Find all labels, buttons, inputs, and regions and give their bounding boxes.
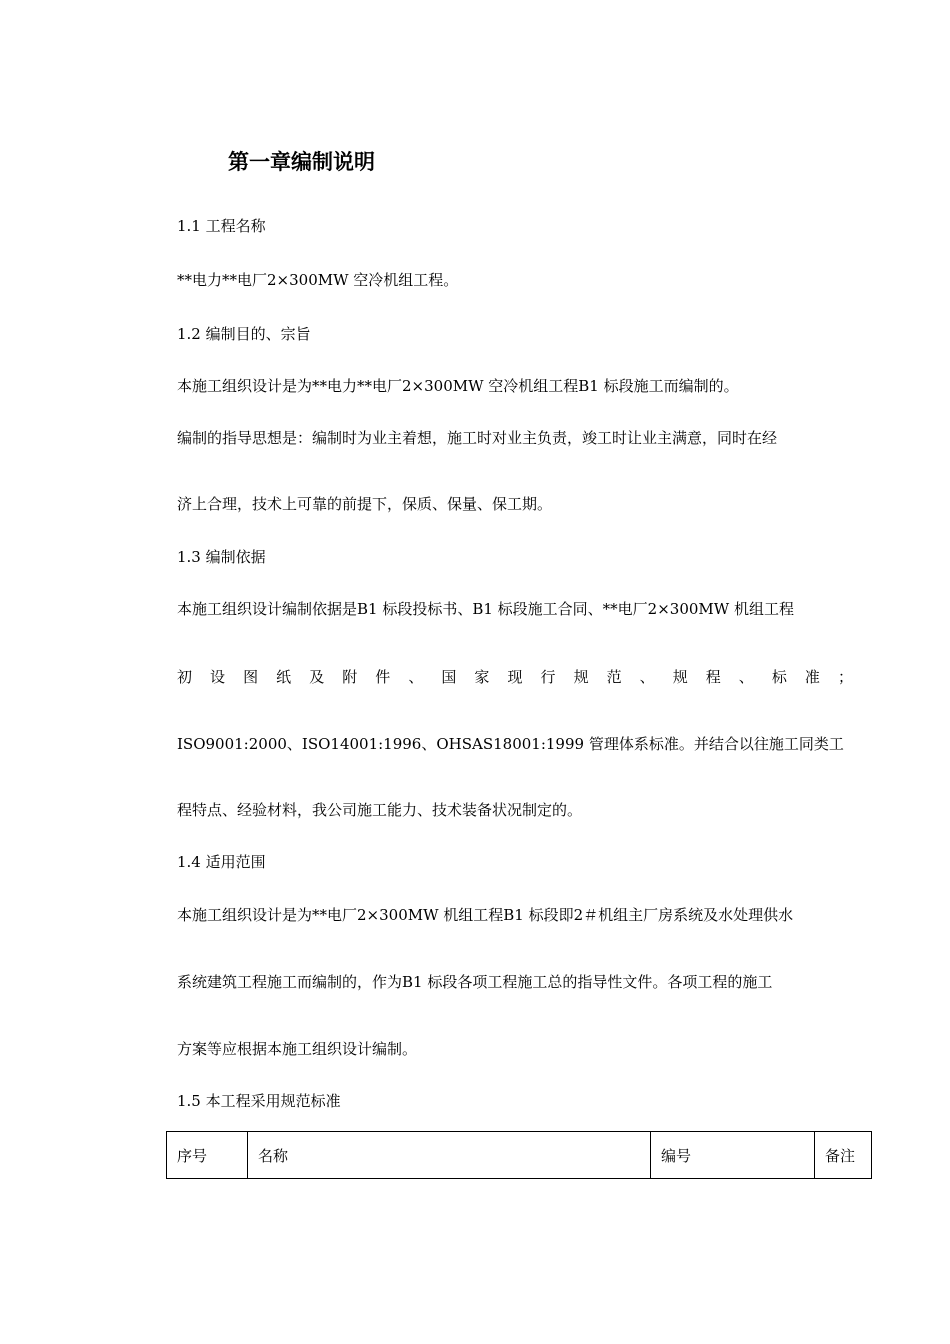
- justified-char: 、: [738, 668, 754, 686]
- section-1-2-heading: 1.2 编制目的、宗旨: [177, 325, 311, 343]
- justified-char: 准: [804, 668, 820, 686]
- section-1-3-line-4: 程特点、经验材料，我公司施工能力、技术装备状况制定的。: [177, 801, 583, 819]
- section-1-1-text: **电力**电厂2×300MW 空冷机组工程。: [177, 271, 459, 289]
- justified-char: 初: [177, 668, 193, 686]
- header-remark: 备注: [815, 1132, 872, 1179]
- justified-char: 规: [672, 668, 688, 686]
- section-1-4-heading: 1.4 适用范围: [177, 853, 266, 871]
- standards-table: [166, 1131, 872, 1179]
- table-header-row: [167, 1132, 872, 1179]
- section-1-2-paragraph-2-line-1: 编制的指导思想是：编制时为业主着想，施工时对业主负责，竣工时让业主满意，同时在经: [177, 429, 778, 447]
- justified-char: 国: [441, 668, 457, 686]
- justified-char: 、: [639, 668, 655, 686]
- section-1-1-heading: 1.1 工程名称: [177, 217, 266, 235]
- justified-char: 附: [342, 668, 358, 686]
- section-1-3-line-2: [177, 667, 853, 687]
- justified-char: 家: [474, 668, 490, 686]
- justified-char: 程: [705, 668, 721, 686]
- justified-char: 纸: [276, 668, 292, 686]
- section-1-3-line-1: 本施工组织设计编制依据是B1 标段投标书、B1 标段施工合同、**电厂2×300MW 机组工程: [177, 600, 794, 618]
- justified-char: 规: [573, 668, 589, 686]
- section-1-2-paragraph-2-line-2: 济上合理，技术上可靠的前提下，保质、保量、保工期。: [177, 495, 553, 513]
- justified-char: 及: [309, 668, 325, 686]
- justified-char: 图: [243, 668, 259, 686]
- section-1-2-paragraph-1: 本施工组织设计是为**电力**电厂2×300MW 空冷机组工程B1 标段施工而编制的。: [177, 377, 739, 395]
- justified-char: ；: [837, 668, 853, 686]
- justified-char: 、: [408, 668, 424, 686]
- chapter-title: 第一章编制说明: [228, 150, 375, 174]
- justified-char: 范: [606, 668, 622, 686]
- justified-char: 现: [507, 668, 523, 686]
- justified-char: 件: [375, 668, 391, 686]
- section-1-4-line-1: 本施工组织设计是为**电厂2×300MW 机组工程B1 标段即2＃机组主厂房系统及水处理供水: [177, 906, 794, 924]
- section-1-3-heading: 1.3 编制依据: [177, 548, 266, 566]
- section-1-5-heading: 1.5 本工程采用规范标准: [177, 1092, 341, 1110]
- section-1-4-line-2: 系统建筑工程施工而编制的，作为B1 标段各项工程施工总的指导性文件。各项工程的施工: [177, 973, 773, 991]
- header-code: 编号: [651, 1132, 815, 1179]
- section-1-4-line-3: 方案等应根据本施工组织设计编制。: [177, 1040, 418, 1058]
- header-index: 序号: [167, 1132, 248, 1179]
- justified-char: 行: [540, 668, 556, 686]
- section-1-3-line-3: ISO9001:2000、ISO14001:1996、OHSAS18001:1999 管理体系标准。并结合以往施工同类工: [177, 735, 844, 753]
- justified-char: 标: [771, 668, 787, 686]
- header-name: 名称: [248, 1132, 651, 1179]
- justified-char: 设: [210, 668, 226, 686]
